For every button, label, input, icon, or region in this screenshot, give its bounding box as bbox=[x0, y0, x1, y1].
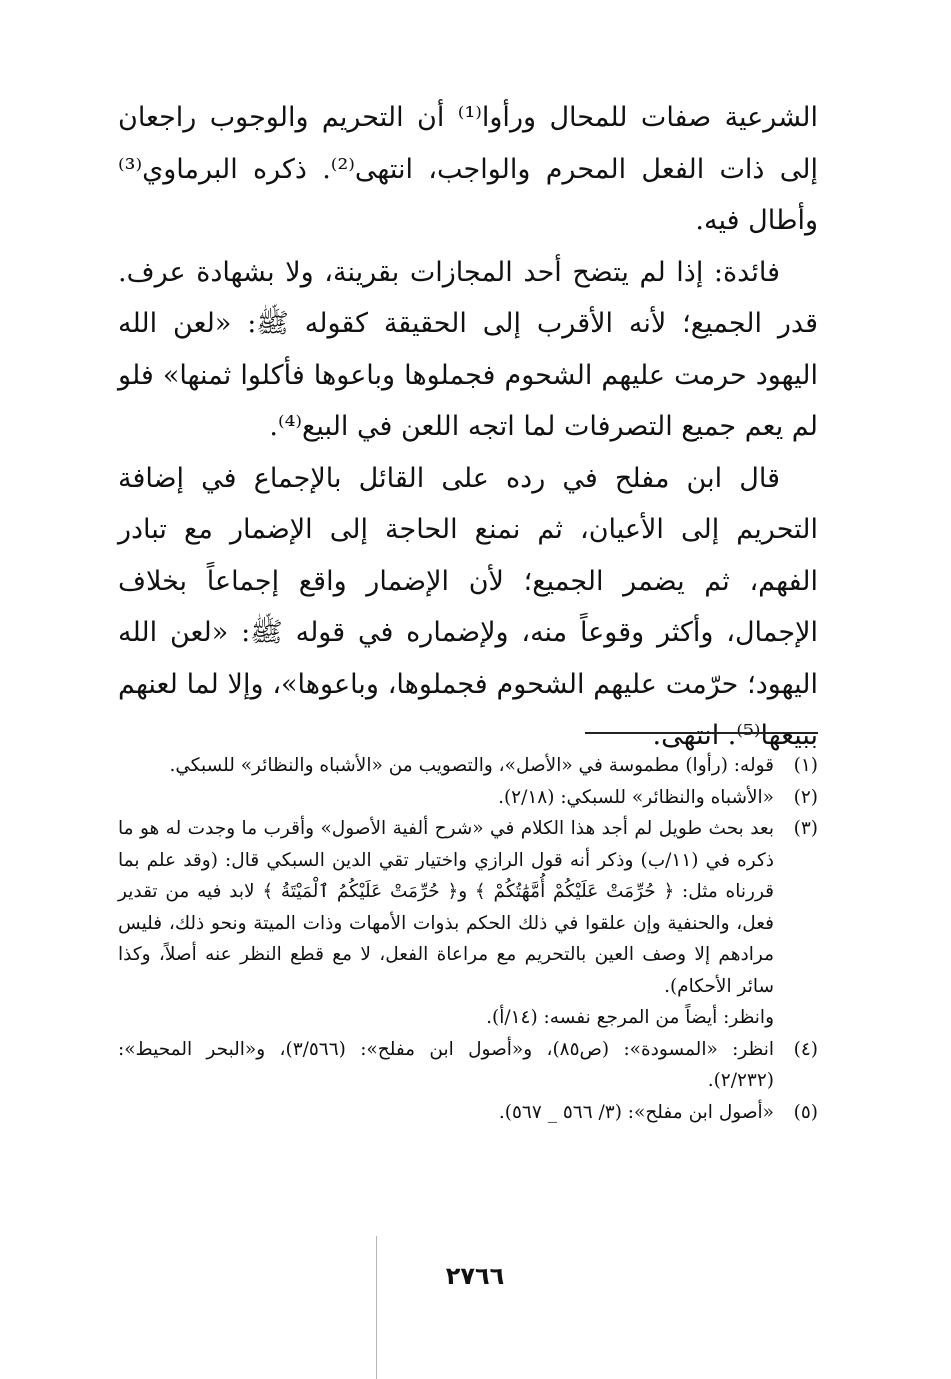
footnotes bbox=[118, 750, 818, 1128]
paragraph-1: الشرعية صفات للمحال ورأوا⁽¹⁾ أن التحريم والوجوب راجعان إلى ذات الفعل المحرم والواجب، انتهى⁽²⁾. ذكره البرماوي⁽³⁾ وأطال فيه. bbox=[118, 102, 819, 236]
footnote-number: (٣) bbox=[793, 818, 818, 839]
footnote-divider bbox=[585, 732, 818, 734]
footnote-number: (٥) bbox=[793, 1101, 818, 1123]
footnote-text: «أصول ابن مفلح»: (٣/ ٥٦٦ _ ٥٦٧). bbox=[498, 1101, 774, 1123]
footnote-text: «الأشباه والنظائر» للسبكي: (٢/١٨). bbox=[498, 786, 774, 808]
paragraph-2: فائدة: إذا لم يتضح أحد المجازات بقرينة، ولا بشهادة عرف. قدر الجميع؛ لأنه الأقرب إلى الحقيقة كقوله ﷺ: «لعن الله اليهود حرمت عليهم الشحوم فجملوها وباعوها فأكلوا ثمنها» فلو لم يعم جميع التصرفات لما اتجه اللعن في البيع⁽⁴⁾. bbox=[118, 256, 818, 442]
footnote-text: انظر: «المسودة»: (ص٨٥)، و«أصول ابن مفلح»: (٣/٥٦٦)، و«البحر المحيط»: (٢/٢٣٢). bbox=[118, 1038, 774, 1091]
footnote-number: (٤) bbox=[793, 1038, 818, 1060]
footnote-number: (١) bbox=[793, 755, 818, 776]
footnote-3 bbox=[118, 813, 818, 1034]
paragraph-3: قال ابن مفلح في رده على القائل بالإجماع في إضافة التحريم إلى الأعيان، ثم نمنع الحاجة إلى الإضمار مع تبادر الفهم، ثم يضمر الجميع؛ لأن الإضمار واقع إجماعاً بخلاف الإجمال، وأكثر وقوعاً منه، ولإضماره في قوله ﷺ: «لعن الله اليهود؛ حرّمت عليهم الشحوم فجملوها، وباعوها»، وإلا لما لعنهم ببيعها⁽⁵⁾. انتهى. bbox=[118, 462, 818, 751]
main-text bbox=[118, 92, 818, 762]
footnote-text-block bbox=[118, 813, 774, 1034]
footnote-4 bbox=[118, 1034, 818, 1097]
footnote-1 bbox=[118, 750, 818, 782]
scan-margin-line bbox=[376, 1236, 377, 1379]
footnote-2 bbox=[118, 782, 818, 814]
footnote-text: وانظر: أيضاً من المرجع نفسه: (١٤/أ). bbox=[486, 1007, 774, 1028]
footnote-5 bbox=[118, 1097, 818, 1129]
footnote-text: بعد بحث طويل لم أجد هذا الكلام في «شرح ألفية الأصول» وأقرب ما وجدت له هو ما ذكره في (١١/ب) وذكر أنه قول الرازي واختيار تقي الدين السبكي قال: (وقد علم بما قررناه مثل: ﴿ حُرِّمَتْ عَلَيْكُمْ أُمَّهَٰتُكُمْ ﴾ و﴿ حُرِّمَتْ عَلَيْكُمُ ٱلْمَيْتَةُ ﴾ لابد فيه من تقدير فعل، والحنفية وإن علقوا في ذلك الحكم بذوات الأمهات وذات الميتة ونحو ذلك، فليس مرادهم إلا وصف العين بالتحريم مع مراعاة الفعل، لا مع قطع النظر عنه أصلاً، وكذا سائر الأحكام). bbox=[118, 818, 774, 997]
footnote-number: (٢) bbox=[793, 786, 818, 808]
footnote-text: قوله: (رأوا) مطموسة في «الأصل»، والتصويب من «الأشباه والنظائر» للسبكي. bbox=[169, 755, 774, 776]
page-number: ٢٧٦٦ bbox=[445, 1262, 505, 1290]
